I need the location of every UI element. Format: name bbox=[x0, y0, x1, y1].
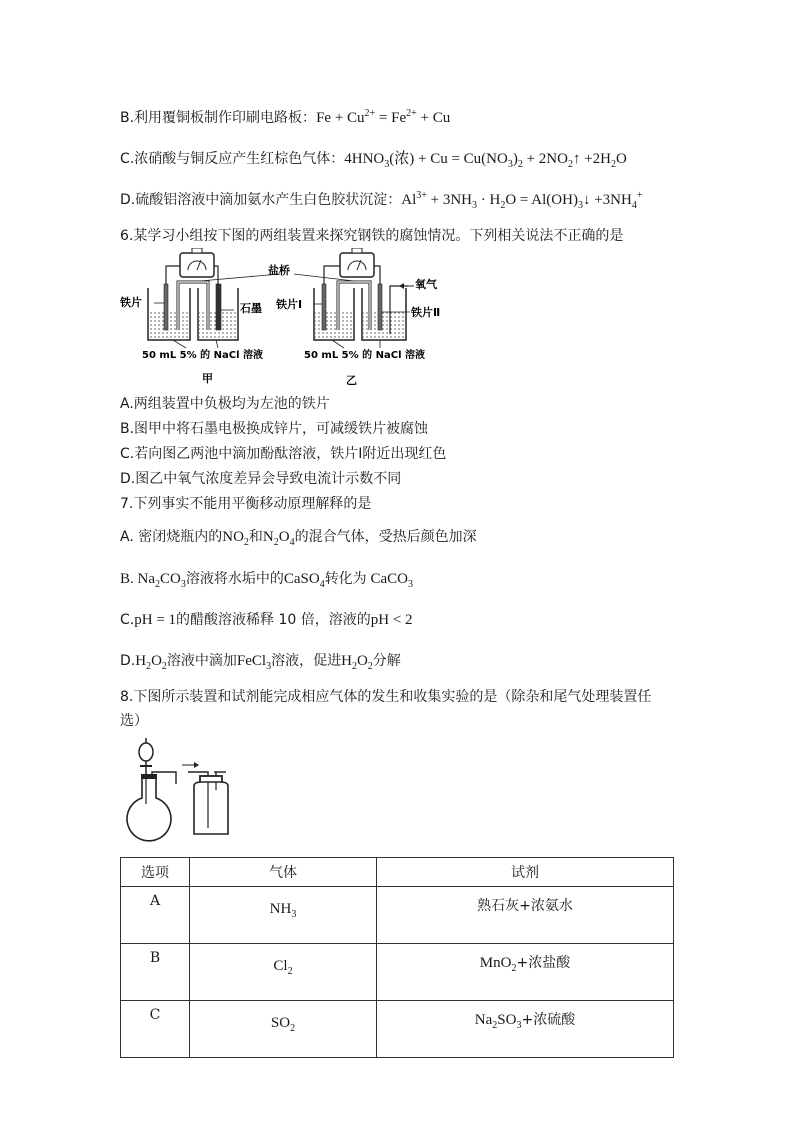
q7-stem: 7.下列事实不能用平衡移动原理解释的是 bbox=[120, 496, 372, 512]
label-graphite: 石墨 bbox=[240, 302, 262, 315]
apparatus-jia bbox=[148, 248, 238, 348]
iron-electrode-1 bbox=[322, 284, 326, 330]
equation-d: $Al^{3+} + 3NH_3 \cdot H_2O$ = $Al(OH)_3↓ +3NH_4^+$ bbox=[401, 190, 643, 211]
q7-option-b: B. $Na_2CO_3$溶液将水垢中的CaSO$_4$转化为 CaCO$_3$ bbox=[120, 571, 413, 590]
q7-option-d: $D.H_2O_2$溶液中滴加FeCl$_3$溶液，促进$H_2O_2$分解 bbox=[120, 653, 401, 672]
gas-collection-bottle-icon bbox=[182, 762, 228, 834]
round-bottom-flask-icon bbox=[127, 772, 176, 841]
table-header-row bbox=[121, 858, 674, 887]
q6-stem: 6.某学习小组按下图的两组装置来探究钢铁的腐蚀情况。下列相关说法不正确的是 bbox=[120, 228, 624, 244]
header-reagent: 试剂 bbox=[377, 858, 674, 887]
row-option: B bbox=[121, 944, 190, 1001]
q7-option-c: C.pH = 1的醋酸溶液稀释 10 倍，溶液的pH < 2 bbox=[120, 612, 413, 628]
graphite-electrode bbox=[216, 284, 221, 330]
q6-option-b: B.图甲中将石墨电极换成锌片，可减缓铁片被腐蚀 bbox=[120, 421, 429, 437]
separatory-funnel-icon bbox=[139, 738, 153, 774]
equation-b: $Fe + Cu^{2+} = Fe^{2+} + Cu$ bbox=[316, 108, 451, 126]
q5-option-c: C.浓硝酸与铜反应产生红棕色气体：$4HNO_3$(浓) + $Cu = Cu(NO_3)_2$ + $2NO_2↑ +2H_2O$ bbox=[120, 149, 627, 170]
row-gas: $Cl_2$ bbox=[190, 944, 377, 1001]
q6-option-d: D.图乙中氧气浓度差异会导致电流计示数不同 bbox=[120, 471, 402, 487]
reagent-table bbox=[120, 857, 674, 1058]
row-reagent: $Na_2SO_3+$浓硫酸 bbox=[377, 1001, 674, 1058]
galvanometer-yi-icon bbox=[340, 253, 374, 277]
header-option: 选项 bbox=[121, 858, 190, 887]
label-oxygen: 氧气 bbox=[415, 278, 437, 291]
q6-option-a: A.两组装置中负极均为左池的铁片 bbox=[120, 396, 330, 412]
label-iron-1: 铁片Ⅰ bbox=[276, 298, 303, 311]
label-jia: 甲 bbox=[202, 372, 213, 385]
q6-option-c: C.若向图乙两池中滴加酚酞溶液，铁片Ⅰ附近出现红色 bbox=[120, 446, 447, 462]
label-iron-2: 铁片Ⅱ bbox=[411, 306, 441, 319]
table-row bbox=[121, 1001, 674, 1058]
row-option: A bbox=[121, 887, 190, 944]
q8-stem-line2: 选） bbox=[120, 713, 148, 729]
q7-option-a: A. 密闭烧瓶内的$NO_2$和$N_2O_4$的混合气体，受热后颜色加深 bbox=[120, 529, 477, 548]
gas-generation-apparatus-figure bbox=[126, 738, 236, 848]
row-option: C bbox=[121, 1001, 190, 1058]
header-gas: 气体 bbox=[190, 858, 377, 887]
corrosion-apparatus-figure bbox=[118, 248, 458, 390]
row-reagent: MnO$_2$+浓盐酸 bbox=[377, 944, 674, 1001]
label-solution-jia: 50 mL 5% 的 NaCl 溶液 bbox=[142, 350, 263, 361]
row-gas: $SO_2$ bbox=[190, 1001, 377, 1058]
label-salt-bridge: 盐桥 bbox=[268, 264, 290, 277]
iron-electrode-2 bbox=[378, 284, 382, 330]
galvanometer-jia-icon bbox=[180, 253, 214, 277]
apparatus-yi bbox=[314, 248, 414, 348]
row-gas: $NH_3$ bbox=[190, 887, 377, 944]
label-yi: 乙 bbox=[346, 374, 357, 387]
table-row bbox=[121, 887, 674, 944]
row-reagent: 熟石灰+浓氨水 bbox=[377, 887, 674, 944]
iron-electrode bbox=[164, 284, 168, 330]
equation-c: $4HNO_3$(浓) + $Cu = Cu(NO_3)_2$ + $2NO_2↑ +2H_2O$ bbox=[344, 149, 627, 170]
table-row bbox=[121, 944, 674, 1001]
q5-option-b: B.利用覆铜板制作印刷电路板：$Fe + Cu^{2+} = Fe^{2+} + Cu$ bbox=[120, 108, 451, 126]
label-iron: 铁片 bbox=[120, 296, 142, 309]
label-solution-yi: 50 mL 5% 的 NaCl 溶液 bbox=[304, 350, 425, 361]
q5-option-d: D.硫酸铝溶液中滴加氨水产生白色胶状沉淀：$Al^{3+} + 3NH_3 \cdot H_2O$ = $Al(OH)_3↓ +3NH_4^+$ bbox=[120, 190, 643, 211]
q8-stem-line1: 8.下图所示装置和试剂能完成相应气体的发生和收集实验的是（除杂和尾气处理装置任 bbox=[120, 689, 652, 705]
